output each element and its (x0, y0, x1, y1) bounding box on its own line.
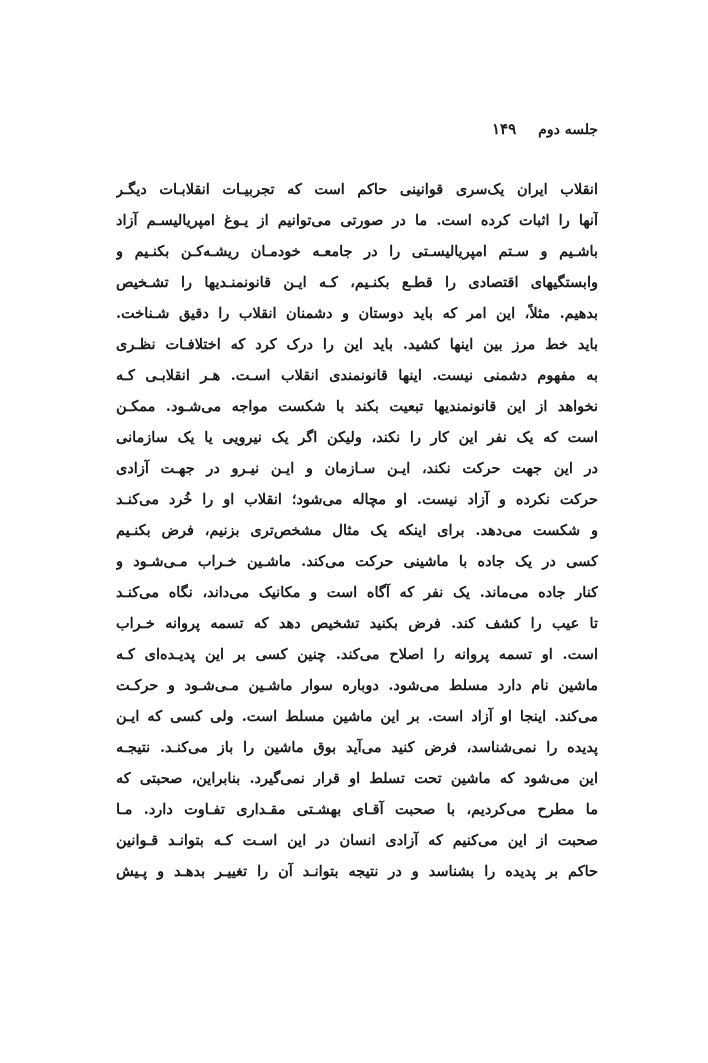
text-line: پدیده را نمی‌شناسد، فرض کنید می‌آید بوق ماشین را باز می‌کنـد. نتیجـه (116, 739, 598, 756)
text-line: حرکت نکرده و آزاد نیست. او مچاله می‌شود؛ انقلاب او را خُرد می‌کنـد (116, 491, 598, 508)
running-head (118, 120, 598, 138)
text-line: باشـیم و سـتم امپریالیسـتی را در جامعـه خودمـان ریشـه‌کـن بکنـیم و (116, 243, 598, 260)
text-line: کنار جاده می‌ماند. یک نفر که آگاه است و مکانیک می‌داند، نگاه می‌کنـد (116, 584, 598, 601)
text-line: حاکم بر پدیده را بشناسد و در نتیجه بتوانـد آن را تغییـر بدهـد و پـیش (116, 863, 598, 880)
text-line: نخواهد از این قانونمندیها تبعیت بکند با شکست مواجه می‌شـود. ممکـن (116, 398, 598, 415)
session-title: جلسه دوم (538, 122, 598, 138)
text-line: ماشین نام دارد مسلط می‌شود. دوباره سوار ماشـین مـی‌شـود و حرکـت (116, 677, 598, 694)
text-line: کسی در یک جاده با ماشینی حرکت می‌کند. ماشـین خـراب مـی‌شـود و (116, 553, 598, 570)
text-line: است. او تسمه پروانه را اصلاح می‌کند. چنین کسی بر این پدیـده‌ای کـه (116, 646, 598, 663)
text-line: می‌کند. اینجا او آزاد است. بر این ماشین مسلط است. ولی کسی که ایـن (116, 708, 598, 725)
text-line: در این جهت حرکت نکند، ایـن سـازمان و ایـن نیـرو در جهـت آزادی (116, 460, 598, 477)
text-line: صحبت از این می‌کنیم که آزادی انسان در این اسـت کـه بتوانـد قـوانین (116, 832, 598, 849)
text-line: آنها را اثبات کرده است. ما در صورتی می‌توانیم از یـوغ امپریالیسـم آزاد (116, 212, 598, 229)
text-line: و شکست می‌دهد. برای اینکه یک مثال مشخص‌تری بزنیم، فرض بکنـیم (116, 522, 598, 539)
text-line: ما مطرح می‌کردیم، با صحبت آقـای بهشـتی مقـداری تفـاوت دارد. مـا (116, 801, 598, 818)
page-number: ۱۴۹ (492, 120, 517, 138)
text-line: وابستگیهای اقتصادی را قطـع بکنـیم، کـه ایـن قانونمنـدیها را تشـخیص (116, 274, 598, 291)
text-line: است که یک نفر این کار را نکند، ولیکن اگر یک نیرویی یا یک سازمانی (116, 429, 598, 446)
text-line: انقلاب ایران یک‌سری قوانینی حاکم است که تجربیـات انقلابـات دیگـر (116, 181, 598, 198)
text-line: این می‌شود که ماشین تحت تسلط او قرار نمی‌گیرد. بنابراین، صحبتی که (116, 770, 598, 787)
body-text (116, 174, 598, 887)
text-line: تا عیب را کشف کند. فرض بکنید تشخیص دهد که تسمه پروانه خـراب (116, 615, 598, 632)
text-line: به مفهوم دشمنی نیست. اینها قانونمندی انقلاب اسـت. هـر انقلابـی کـه (116, 367, 598, 384)
text-line: باید خط مرز بین اینها کشید. باید این را درک کرد که اختلافـات نظـری (116, 336, 598, 353)
text-line: بدهیم. مثلاً، این امر که باید دوستان و دشمنان انقلاب را دقیق شـناخت. (116, 305, 598, 322)
